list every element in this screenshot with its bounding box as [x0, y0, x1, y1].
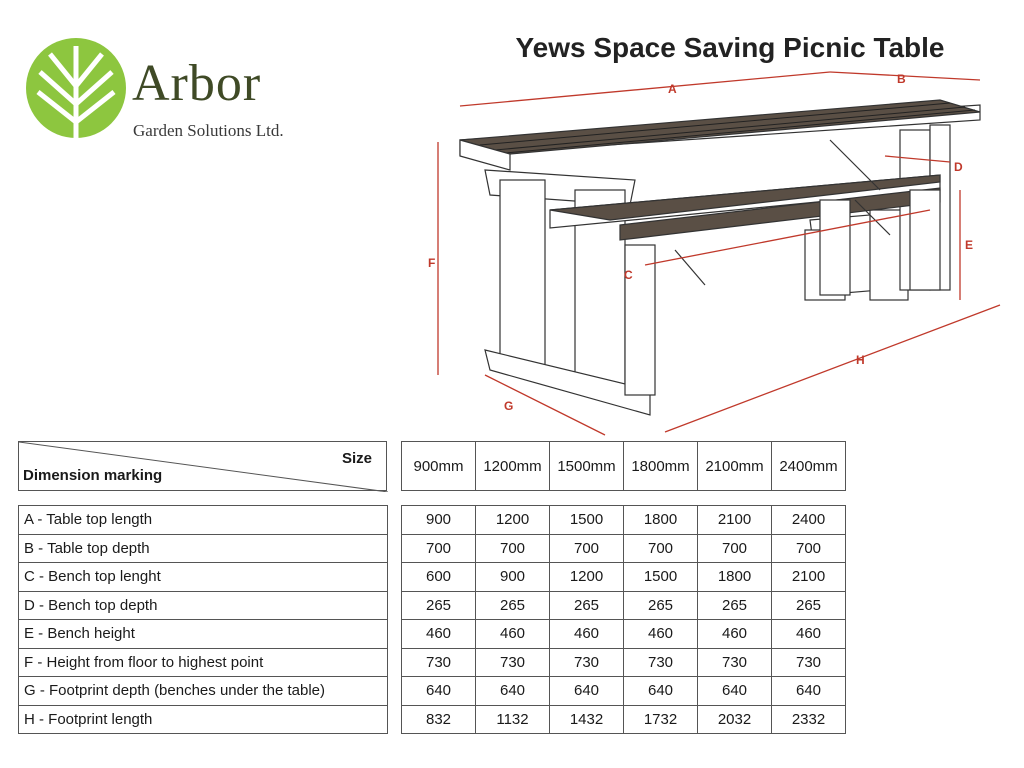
table-row	[402, 534, 846, 563]
dimension-values-table	[401, 505, 846, 734]
value-cell: 460	[402, 620, 476, 649]
value-cell: 1800	[698, 563, 772, 592]
value-cell: 265	[476, 591, 550, 620]
value-cell: 700	[772, 534, 846, 563]
value-cell: 2332	[772, 705, 846, 734]
table-row	[402, 677, 846, 706]
dim-label-d: D	[954, 160, 963, 174]
size-col-1500: 1500mm	[550, 442, 624, 491]
value-cell: 640	[624, 677, 698, 706]
value-cell: 265	[550, 591, 624, 620]
dimension-labels-table	[18, 505, 388, 734]
value-cell: 730	[476, 648, 550, 677]
value-cell: 460	[772, 620, 846, 649]
value-cell: 1432	[550, 705, 624, 734]
table-row	[402, 563, 846, 592]
value-cell: 460	[550, 620, 624, 649]
value-cell: 265	[402, 591, 476, 620]
value-cell: 1200	[476, 506, 550, 535]
size-col-900: 900mm	[402, 442, 476, 491]
brand-name: Arbor	[132, 55, 262, 112]
value-cell: 832	[402, 705, 476, 734]
value-cell: 265	[698, 591, 772, 620]
value-cell: 1800	[624, 506, 698, 535]
table-row	[402, 591, 846, 620]
value-cell: 700	[550, 534, 624, 563]
size-col-1800: 1800mm	[624, 442, 698, 491]
value-cell: 2400	[772, 506, 846, 535]
value-cell: 2100	[698, 506, 772, 535]
value-cell: 730	[550, 648, 624, 677]
dim-label-b: B	[897, 72, 906, 86]
dim-label-h: H	[856, 353, 865, 367]
value-cell: 460	[476, 620, 550, 649]
size-col-2400: 2400mm	[772, 442, 846, 491]
value-cell: 700	[402, 534, 476, 563]
row-label-h: H - Footprint length	[19, 705, 388, 734]
row-label-e: E - Bench height	[19, 620, 388, 649]
value-cell: 700	[476, 534, 550, 563]
row-label-c: C - Bench top lenght	[19, 563, 388, 592]
value-cell: 1132	[476, 705, 550, 734]
row-label-d: D - Bench top depth	[19, 591, 388, 620]
value-cell: 730	[698, 648, 772, 677]
value-cell: 2100	[772, 563, 846, 592]
table-header-dimension	[18, 441, 387, 491]
dimension-header: Dimension marking	[23, 467, 163, 484]
dim-label-g: G	[504, 399, 514, 413]
row-label-g: G - Footprint depth (benches under the table)	[19, 677, 388, 706]
value-cell: 460	[624, 620, 698, 649]
value-cell: 640	[476, 677, 550, 706]
value-cell: 640	[772, 677, 846, 706]
value-cell: 900	[402, 506, 476, 535]
value-cell: 640	[698, 677, 772, 706]
value-cell: 1200	[550, 563, 624, 592]
value-cell: 1500	[624, 563, 698, 592]
value-cell: 730	[772, 648, 846, 677]
value-cell: 460	[698, 620, 772, 649]
size-col-1200: 1200mm	[476, 442, 550, 491]
row-label-a: A - Table top length	[19, 506, 388, 535]
table-row	[402, 705, 846, 734]
row-label-b: B - Table top depth	[19, 534, 388, 563]
dim-label-e: E	[965, 238, 974, 252]
value-cell: 1500	[550, 506, 624, 535]
value-cell: 730	[402, 648, 476, 677]
value-cell: 900	[476, 563, 550, 592]
value-cell: 700	[698, 534, 772, 563]
size-col-2100: 2100mm	[698, 442, 772, 491]
dim-label-c: C	[624, 268, 633, 282]
value-cell: 1732	[624, 705, 698, 734]
picnic-table-diagram	[410, 70, 1010, 440]
value-cell: 640	[550, 677, 624, 706]
brand-subtitle: Garden Solutions Ltd.	[133, 121, 284, 140]
row-label-f: F - Height from floor to highest point	[19, 648, 388, 677]
size-header: Size	[341, 450, 372, 467]
value-cell: 2032	[698, 705, 772, 734]
dim-label-a: A	[668, 82, 677, 96]
table-row	[402, 506, 846, 535]
value-cell: 700	[624, 534, 698, 563]
page-title: Yews Space Saving Picnic Table	[515, 32, 945, 63]
table-row	[402, 648, 846, 677]
value-cell: 265	[772, 591, 846, 620]
value-cell: 600	[402, 563, 476, 592]
value-cell: 640	[402, 677, 476, 706]
table-row	[402, 620, 846, 649]
value-cell: 265	[624, 591, 698, 620]
size-header-table	[401, 441, 846, 491]
dim-label-f: F	[428, 256, 436, 270]
value-cell: 730	[624, 648, 698, 677]
